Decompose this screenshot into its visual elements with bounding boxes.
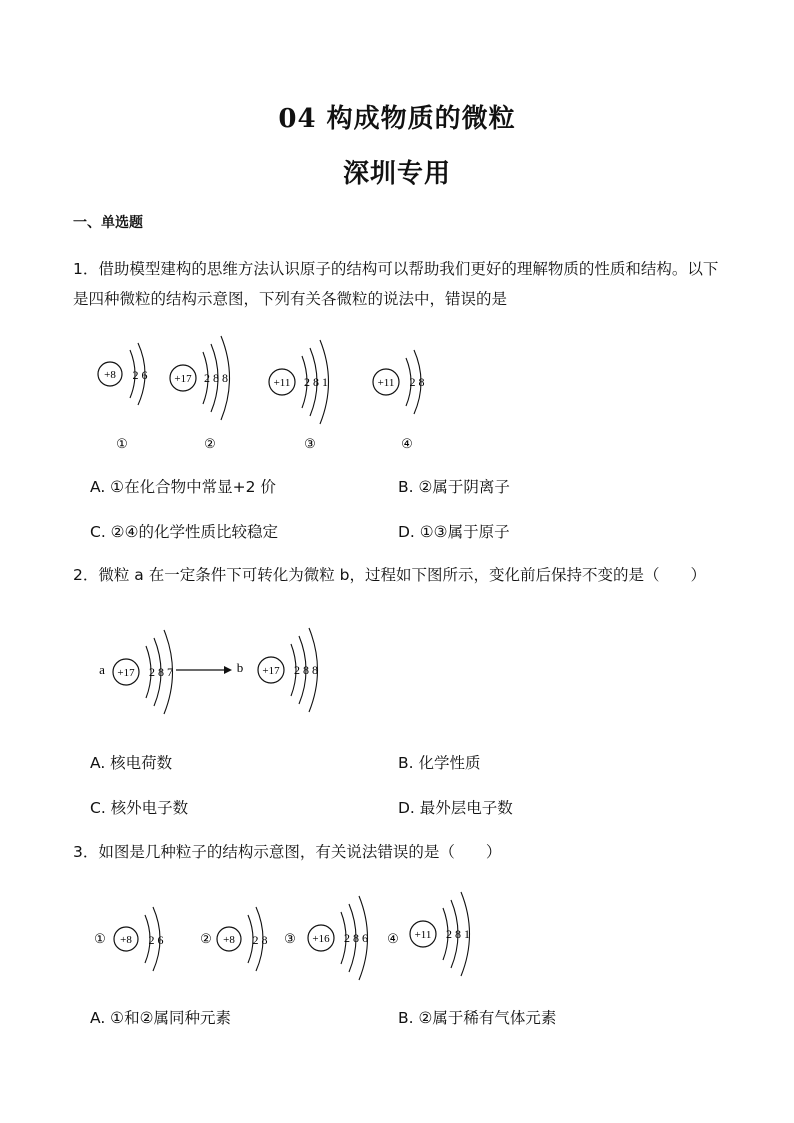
q2-figure — [90, 620, 350, 720]
q2-particle-a — [113, 630, 173, 714]
q3-option-b[interactable]: B. ②属于稀有气体元素 — [398, 1009, 557, 1027]
q2-b-nucleus: +17 — [262, 665, 280, 677]
q1-atom-1-nucleus: +8 — [104, 369, 116, 381]
question-3-text: 3．如图是几种粒子的结构示意图，有关说法错误的是（ ） — [73, 843, 502, 861]
q2-particle-b — [258, 628, 318, 712]
q3-atom-3-nucleus: +16 — [312, 933, 330, 945]
q2-option-c[interactable]: C. 核外电子数 — [90, 799, 189, 817]
q1-atom-2 — [170, 336, 230, 451]
question-2-text: 2．微粒 a 在一定条件下可转化为微粒 b，过程如下图所示，变化前后保持不变的是（ ） — [73, 566, 706, 584]
q1-atom-3 — [269, 340, 329, 451]
q2-option-a[interactable]: A. 核电荷数 — [90, 754, 173, 772]
q3-atom-1-label: ① — [94, 931, 106, 946]
q1-atom-4-electrons: 2 8 — [409, 375, 425, 389]
q1-atom-4-label: ④ — [401, 436, 413, 451]
section-heading: 一、单选题 — [73, 215, 143, 231]
q1-atom-1 — [98, 343, 148, 451]
q1-atom-2-label: ② — [204, 436, 216, 451]
q3-atom-4-label: ④ — [387, 931, 399, 946]
q3-atom-1 — [94, 907, 163, 971]
q1-atom-3-nucleus: +11 — [273, 377, 291, 389]
q3-atom-2-label: ② — [200, 931, 212, 946]
q1-option-a[interactable]: A. ①在化合物中常显+2 价 — [90, 478, 276, 496]
page-title: 04 构成物质的微粒 — [278, 104, 516, 134]
q1-atom-4 — [373, 350, 425, 451]
q3-atom-3-electrons: 2 8 6 — [344, 931, 368, 945]
q3-atom-4 — [387, 892, 470, 976]
q1-atom-2-nucleus: +17 — [174, 373, 192, 385]
q1-atom-1-label: ① — [116, 436, 128, 451]
q1-atom-2-electrons: 2 8 8 — [204, 371, 228, 385]
q2-option-d[interactable]: D. 最外层电子数 — [398, 799, 513, 817]
q3-atom-1-nucleus: +8 — [120, 934, 132, 946]
q1-atom-3-electrons: 2 8 1 — [304, 375, 328, 389]
q3-atom-2-nucleus: +8 — [223, 934, 235, 946]
q1-figure — [90, 330, 450, 460]
q2-b-label: b — [236, 660, 244, 675]
q1-option-b[interactable]: B. ②属于阴离子 — [398, 478, 510, 496]
q3-atom-3-label: ③ — [284, 931, 296, 946]
q3-atom-2 — [200, 907, 267, 971]
q1-option-d[interactable]: D. ①③属于原子 — [398, 523, 510, 541]
question-1-text: 1．借助模型建构的思维方法认识原子的结构可以帮助我们更好的理解物质的性质和结构。以下是四种微粒的结构示意图，下列有关各微粒的说法中，错误的是 — [73, 260, 719, 308]
q3-atom-3 — [284, 896, 368, 980]
q1-atom-3-label: ③ — [304, 436, 316, 451]
q1-option-c[interactable]: C. ②④的化学性质比较稳定 — [90, 523, 278, 541]
q2-b-electrons: 2 8 8 — [294, 663, 318, 677]
page-subtitle: 深圳专用 — [342, 159, 451, 189]
q2-option-b[interactable]: B. 化学性质 — [398, 754, 481, 772]
q3-option-a[interactable]: A. ①和②属同种元素 — [90, 1009, 231, 1027]
q2-a-electrons: 2 8 7 — [149, 665, 173, 679]
q3-atom-2-electrons: 2 8 — [252, 933, 268, 947]
q3-figure — [88, 888, 488, 988]
q2-arrow — [176, 666, 232, 674]
q2-a-nucleus: +17 — [117, 667, 135, 679]
q3-atom-4-electrons: 2 8 1 — [446, 927, 470, 941]
q3-atom-1-electrons: 2 6 — [148, 933, 164, 947]
q2-a-label: a — [99, 662, 105, 677]
q1-atom-1-electrons: 2 6 — [132, 368, 148, 382]
q3-atom-4-nucleus: +11 — [414, 929, 432, 941]
q1-atom-4-nucleus: +11 — [377, 377, 395, 389]
